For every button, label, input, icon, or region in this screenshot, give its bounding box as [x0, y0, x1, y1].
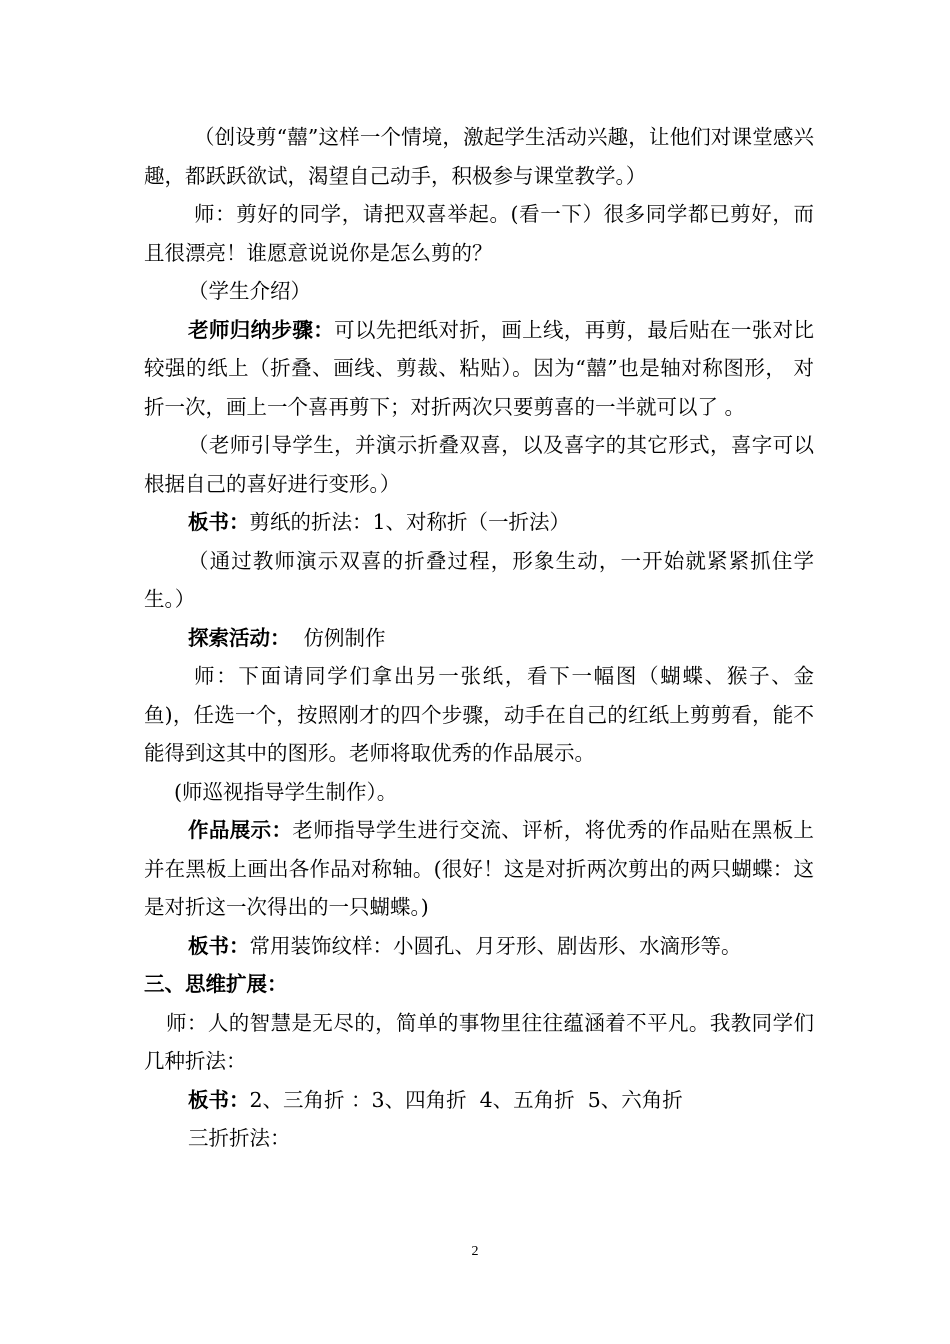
- paragraph-showcase: 作品展示：老师指导学生进行交流、评析，将优秀的作品贴在黑板上并在黑板上画出各作品对称轴。(很好！这是对折两次剪出的两只蝴蝶：这是对折这一次得出的一只蝴蝶。): [144, 818, 815, 919]
- label-section-3: 三、思维扩展：: [144, 972, 288, 996]
- label-board-2: 板书：: [188, 933, 250, 958]
- paragraph-explore: 探索活动： 仿例制作: [188, 625, 386, 650]
- paragraph-board-2: 板书：常用装饰纹样：小圆孔、月牙形、剧齿形、水滴形等。: [188, 933, 742, 958]
- paragraph-teacher-patrol: (师巡视指导学生制作）。: [174, 779, 398, 804]
- page-number: 2: [471, 1244, 479, 1259]
- paragraph-triple-fold: 三折折法：: [188, 1126, 291, 1150]
- paragraph-demo-note: （通过教师演示双喜的折叠过程，形象生动，一开始就紧紧抓住学生。）: [144, 548, 814, 611]
- label-board-1: 板书：: [188, 510, 250, 534]
- paragraph-board-3: 板书：2、三角折 ：3、四角折 4、五角折 5、六角折: [188, 1087, 683, 1112]
- paragraph-teacher-guide: （老师引导学生，并演示折叠双喜，以及喜字的其它形式，喜字可以根据自己的喜好进行变形。）: [144, 433, 814, 496]
- paragraph-teacher-prompt: 师：剪好的同学，请把双喜举起。(看一下）很多同学都已剪好，而且很漂亮！谁愿意说说你是怎么剪的？: [144, 202, 814, 265]
- paragraph-teacher-summary: 老师归纳步骤：可以先把纸对折，画上线，再剪，最后贴在一张对比较强的纸上（折叠、画线、剪裁、粘贴）。因为“囍”也是轴对称图形， 对折一次，画上一个喜再剪下；对折两次只要剪喜的一半就可以了 。: [144, 317, 814, 419]
- section-heading-thinking: [144, 965, 814, 1004]
- label-board-3: 板书：: [188, 1087, 250, 1112]
- paragraph-intro-note: （创设剪“囍”这样一个情境，激起学生活动兴趣，让他们对课堂感兴趣，都跃跃欲试，渴望自己动手，积极参与课堂教学。）: [144, 125, 814, 188]
- paragraph-teacher-task: 师：下面请同学们拿出另一张纸，看下一幅图（蝴蝶、猴子、金鱼)，任选一个，按照刚才的四个步骤，动手在自己的红纸上剪剪看，能不能得到这其中的图形。老师将取优秀的作品展示。: [144, 664, 814, 765]
- paragraph-wisdom: 师：人的智慧是无尽的，简单的事物里往往蕴涵着不平凡。我教同学们几种折法：: [144, 1010, 814, 1073]
- label-showcase: 作品展示：: [188, 818, 293, 842]
- paragraph-student-intro: （学生介绍）: [188, 279, 311, 303]
- label-explore: 探索活动：: [188, 625, 291, 650]
- body-text: [144, 118, 814, 1158]
- label-teacher-summary: 老师归纳步骤：: [188, 317, 335, 342]
- paragraph-board-1: 板书：剪纸的折法：1、对称折（一折法）: [188, 510, 571, 534]
